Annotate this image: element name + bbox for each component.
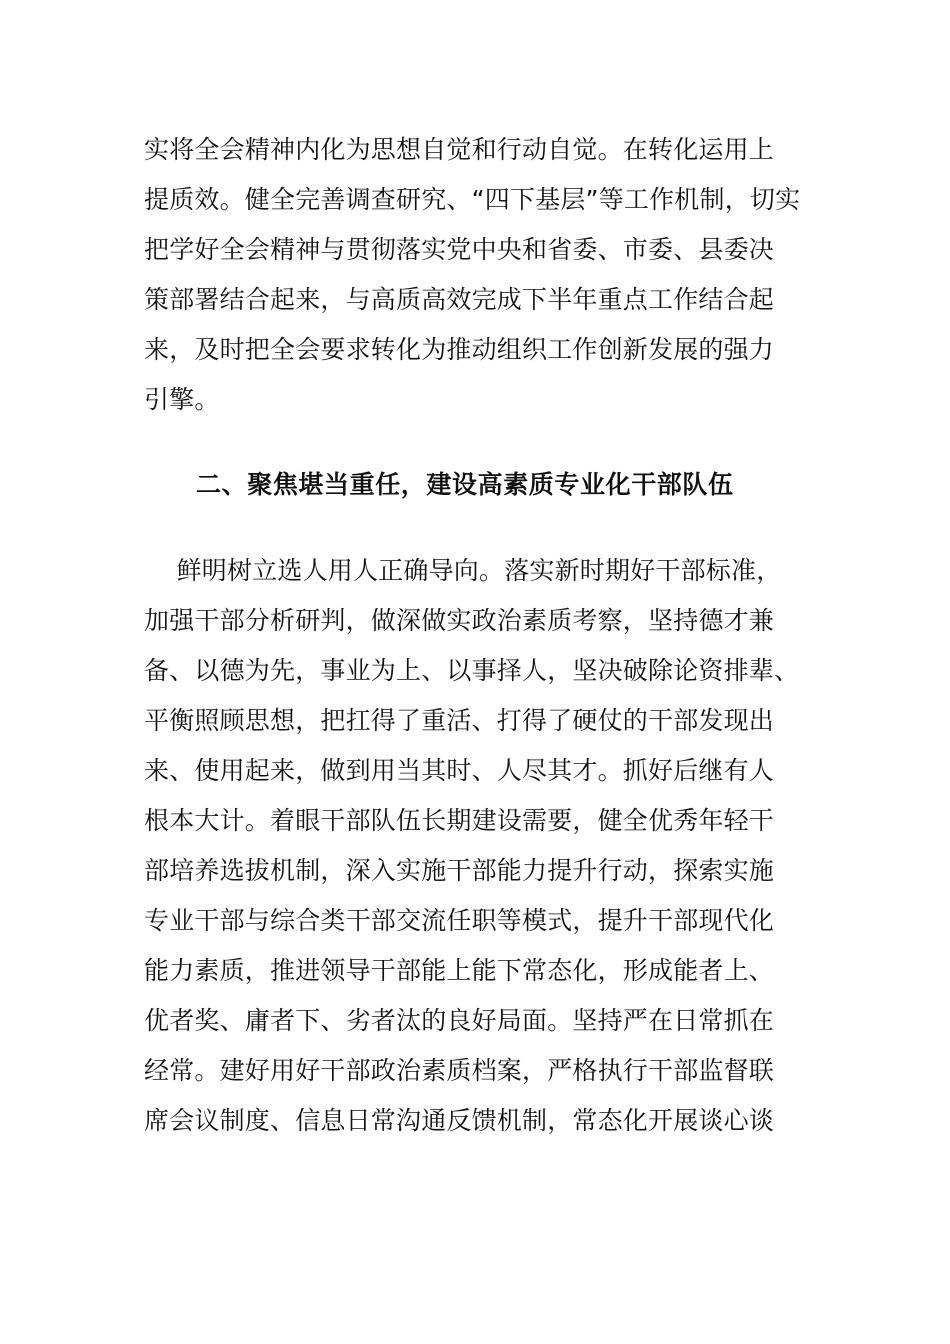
paragraph-2-line: 能力素质，推进领导干部能上能下常态化，形成能者上、 [144, 956, 775, 985]
paragraph-1-line: 提质效。健全完善调查研究、“四下基层”等工作机制，切实 [144, 185, 801, 214]
paragraph-2-line: 鲜明树立选人用人正确导向。落实新时期好干部标准， [144, 556, 782, 585]
paragraph-2-line: 专业干部与综合类干部交流任职等模式，提升干部现代化 [144, 906, 775, 935]
paragraph-2-line: 加强干部分析研判，做深做实政治素质考察，坚持德才兼 [144, 606, 775, 635]
paragraph-2-line: 根本大计。着眼干部队伍长期建设需要，健全优秀年轻干 [144, 806, 775, 835]
paragraph-2-line: 部培养选拔机制，深入实施干部能力提升行动，探索实施 [144, 856, 775, 885]
paragraph-2-line: 席会议制度、信息日常沟通反馈机制，常态化开展谈心谈 [144, 1106, 775, 1135]
paragraph-2-line: 来、使用起来，做到用当其时、人尽其才。抓好后继有人 [144, 756, 775, 785]
paragraph-2-line: 备、以德为先，事业为上、以事择人，坚决破除论资排辈、 [144, 656, 800, 685]
paragraph-1-line: 策部署结合起来，与高质高效完成下半年重点工作结合起 [144, 285, 775, 314]
paragraph-1-line: 把学好全会精神与贯彻落实党中央和省委、市委、县委决 [144, 235, 775, 264]
paragraph-1-line: 实将全会精神内化为思想自觉和行动自觉。在转化运用上 [144, 135, 775, 164]
paragraph-2-line: 经常。建好用好干部政治素质档案，严格执行干部监督联 [144, 1056, 775, 1085]
paragraph-2-line: 优者奖、庸者下、劣者汰的良好局面。坚持严在日常抓在 [144, 1006, 775, 1035]
paragraph-1-line: 来，及时把全会要求转化为推动组织工作创新发展的强力 [144, 335, 775, 364]
section-heading: 二、聚焦堪当重任，建设高素质专业化干部队伍 [196, 470, 734, 499]
paragraph-1-line: 引擎。 [144, 385, 220, 414]
paragraph-2-line: 平衡照顾思想，把扛得了重活、打得了硬仗的干部发现出 [144, 706, 775, 735]
